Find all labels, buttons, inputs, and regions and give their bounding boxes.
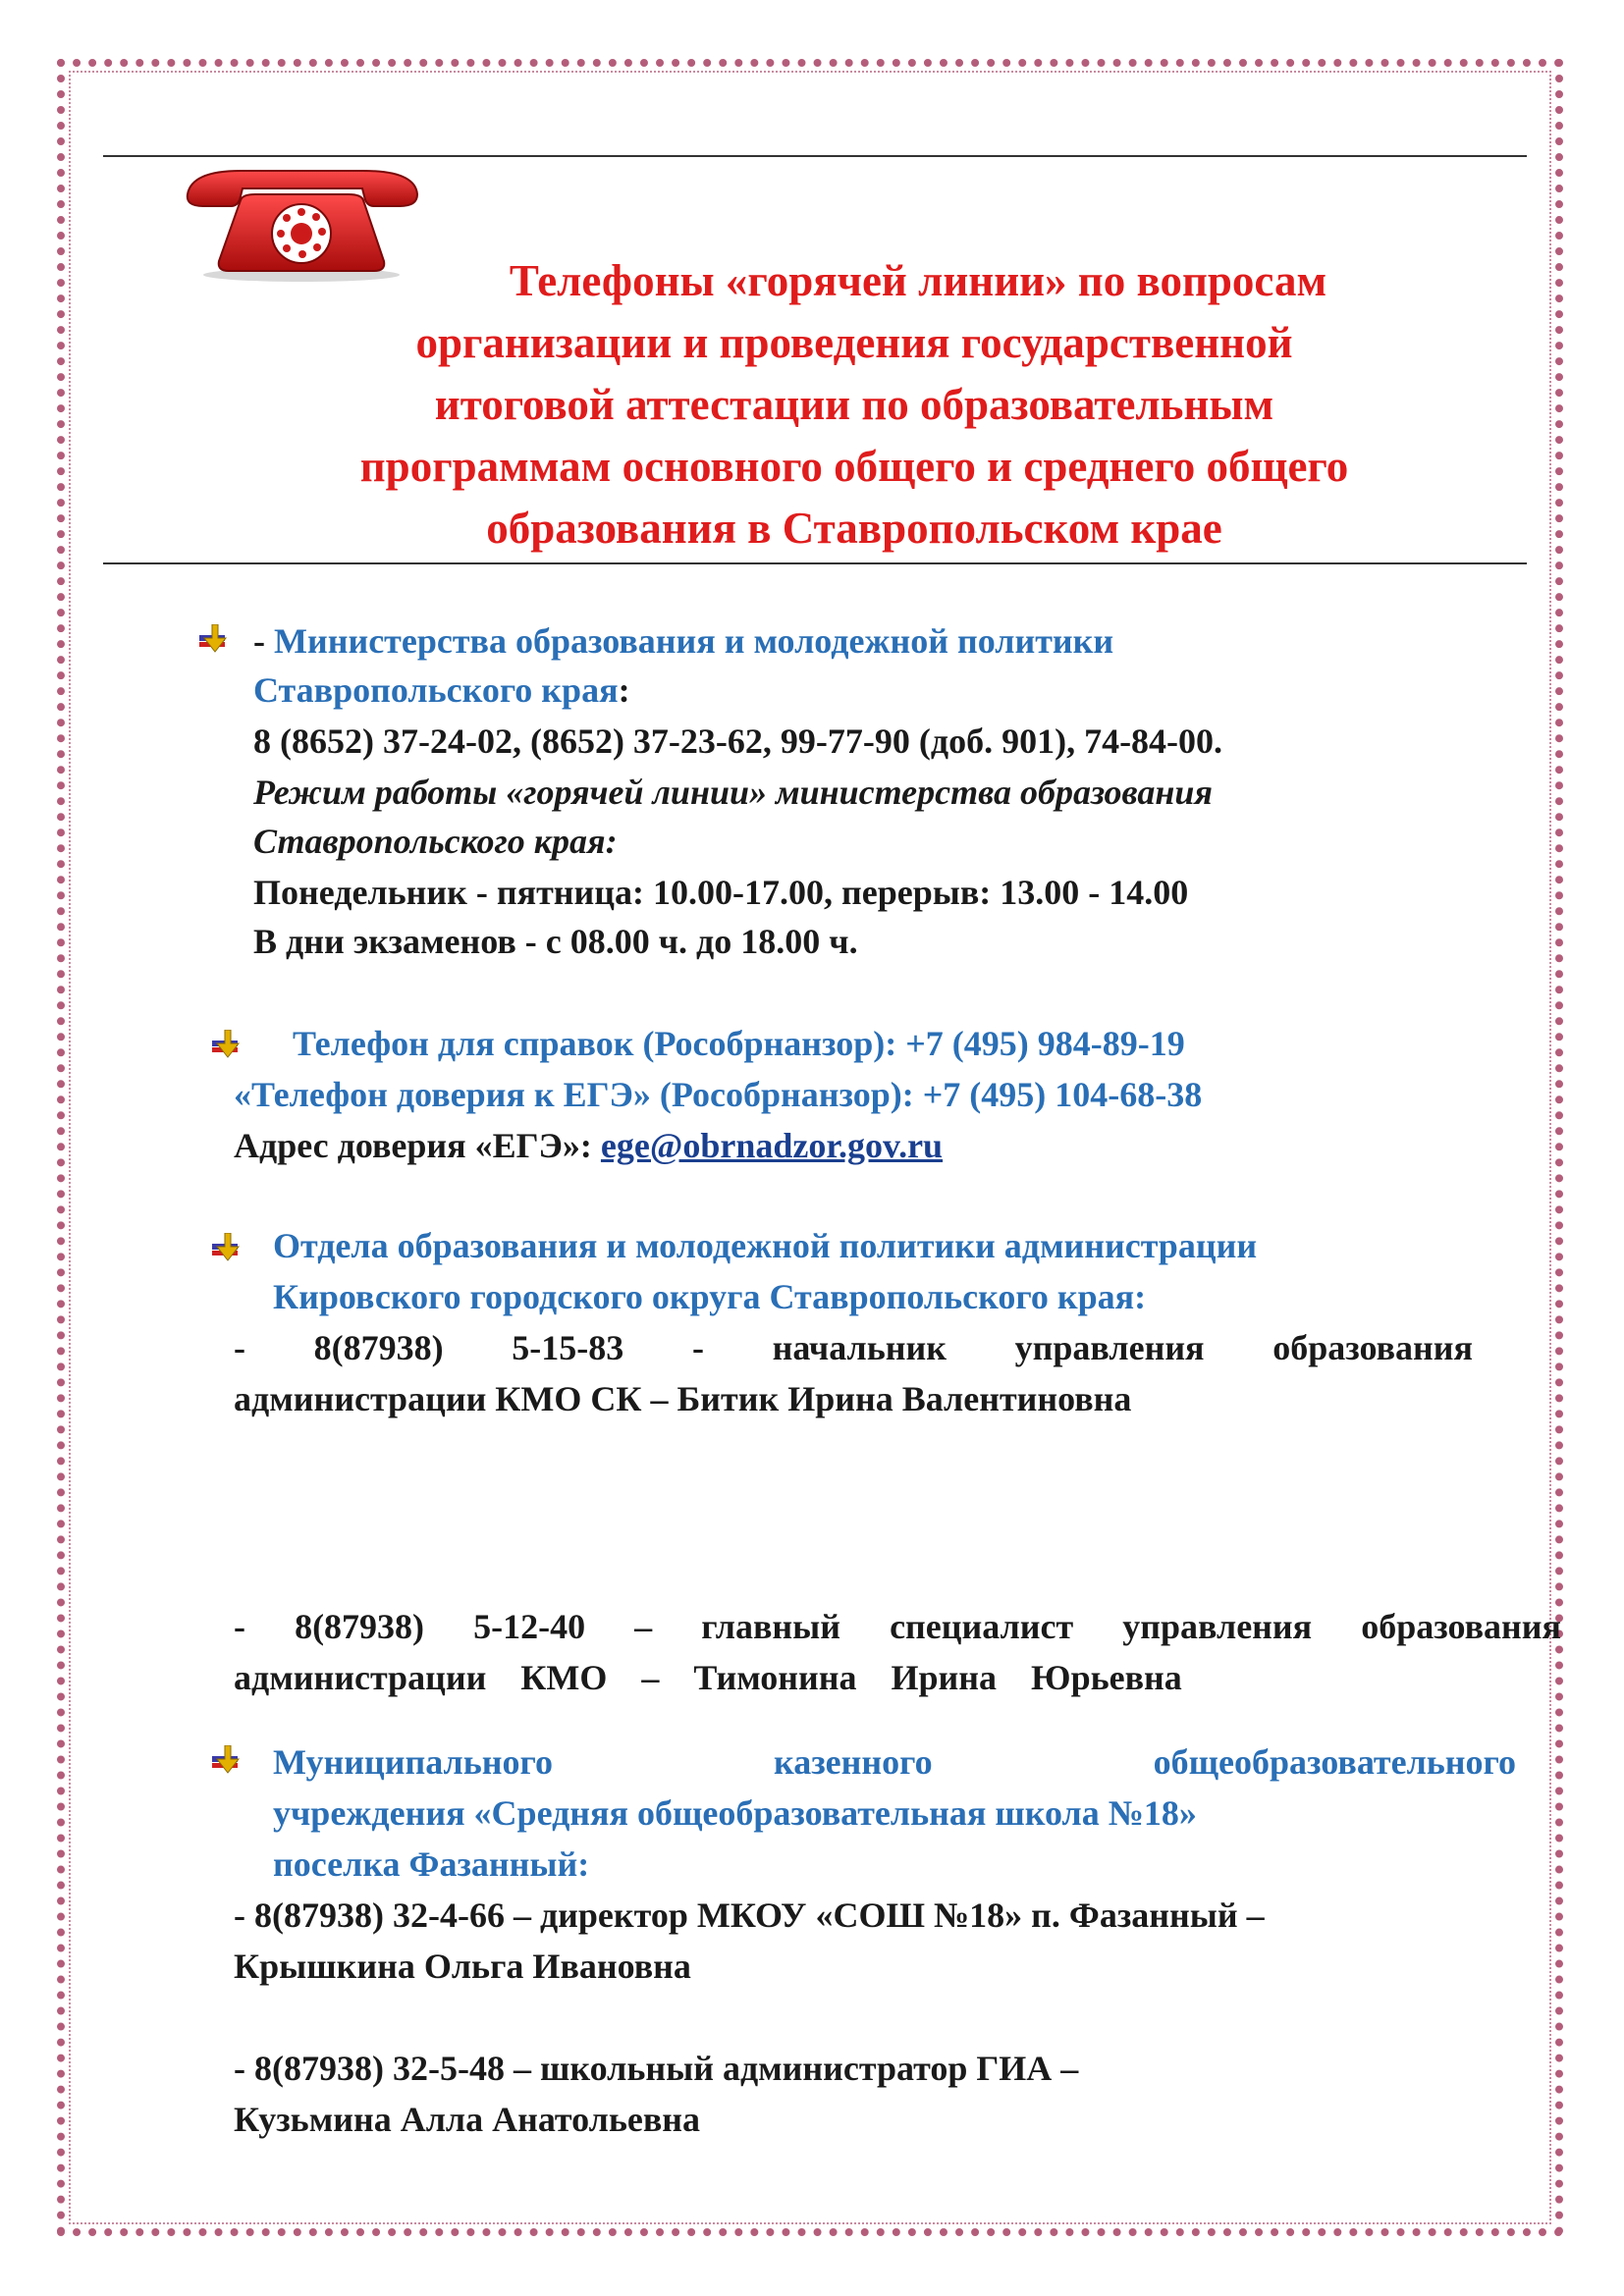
department-contact-line: - 8(87938) 5-12-40 – главный специалист управления образования	[234, 1607, 1561, 1646]
school-contact-line: - 8(87938) 32-5-48 – школьный администратор ГИА –	[234, 2049, 1079, 2088]
title-line: итоговой аттестации по образовательным	[434, 380, 1274, 429]
top-divider	[103, 155, 1527, 157]
trust-address-line: Адрес доверия «ЕГЭ»: ege@obrnadzor.gov.ru	[234, 1126, 944, 1165]
arrow-bullet-icon	[212, 1745, 245, 1775]
email-link[interactable]: ege@obrnadzor.gov.ru	[600, 1126, 944, 1165]
department-name-line: Отдела образования и молодежной политики администрации	[273, 1226, 1258, 1265]
department-contact-line: администрации КМО СК – Битик Ирина Валентиновна	[234, 1379, 1132, 1418]
ege-trust-phone: «Телефон доверия к ЕГЭ» (Рособрнанзор): +7 (495) 104-68-38	[234, 1075, 1203, 1114]
title-line: организации и проведения государственной	[415, 318, 1293, 367]
school-name-line: поселка Фазанный:	[273, 1844, 590, 1884]
hotline-mode-label: Ставропольского края:	[253, 822, 618, 861]
bottom-divider	[103, 562, 1527, 564]
school-name-line: Муниципального казенного общеобразовательного	[273, 1742, 1516, 1782]
arrow-bullet-icon	[212, 1030, 245, 1059]
title-line: Телефоны «горячей линии» по вопросам	[509, 256, 1327, 305]
department-contact-line: администрации КМО – Тимонина Ирина Юрьевна	[234, 1658, 1182, 1697]
department-name-line: Кировского городского округа Ставропольского края:	[273, 1277, 1147, 1316]
ministry-name-line: - Министерства образования и молодежной политики	[253, 621, 1114, 661]
school-contact-line: Кузьмина Алла Анатольевна	[234, 2100, 701, 2139]
hotline-mode-label: Режим работы «горячей линии» министерства образования	[253, 773, 1213, 812]
arrow-bullet-icon	[199, 624, 233, 654]
working-hours: Понедельник - пятница: 10.00-17.00, перерыв: 13.00 - 14.00	[253, 873, 1189, 912]
title-line: программам основного общего и среднего общего	[359, 442, 1349, 491]
arrow-bullet-icon	[212, 1233, 245, 1262]
ministry-name-line: Ставропольского края:	[253, 670, 630, 710]
department-contact-line: - 8(87938) 5-15-83 - начальник управления образования	[234, 1328, 1473, 1367]
title-line: образования в Ставропольском крае	[486, 504, 1222, 553]
page-title	[216, 250, 1492, 560]
ministry-phones: 8 (8652) 37-24-02, (8652) 37-23-62, 99-77-90 (доб. 901), 74-84-00.	[253, 721, 1223, 761]
school-contact-line: - 8(87938) 32-4-66 – директор МКОУ «СОШ №18» п. Фазанный –	[234, 1896, 1265, 1935]
rosobr-info-phone: Телефон для справок (Рособрнанзор): +7 (495) 984-89-19	[293, 1024, 1185, 1063]
exam-days-hours: В дни экзаменов - с 08.00 ч. до 18.00 ч.	[253, 922, 858, 961]
school-name-line: учреждения «Средняя общеобразовательная школа №18»	[273, 1793, 1197, 1833]
school-contact-line: Крышкина Ольга Ивановна	[234, 1947, 691, 1986]
